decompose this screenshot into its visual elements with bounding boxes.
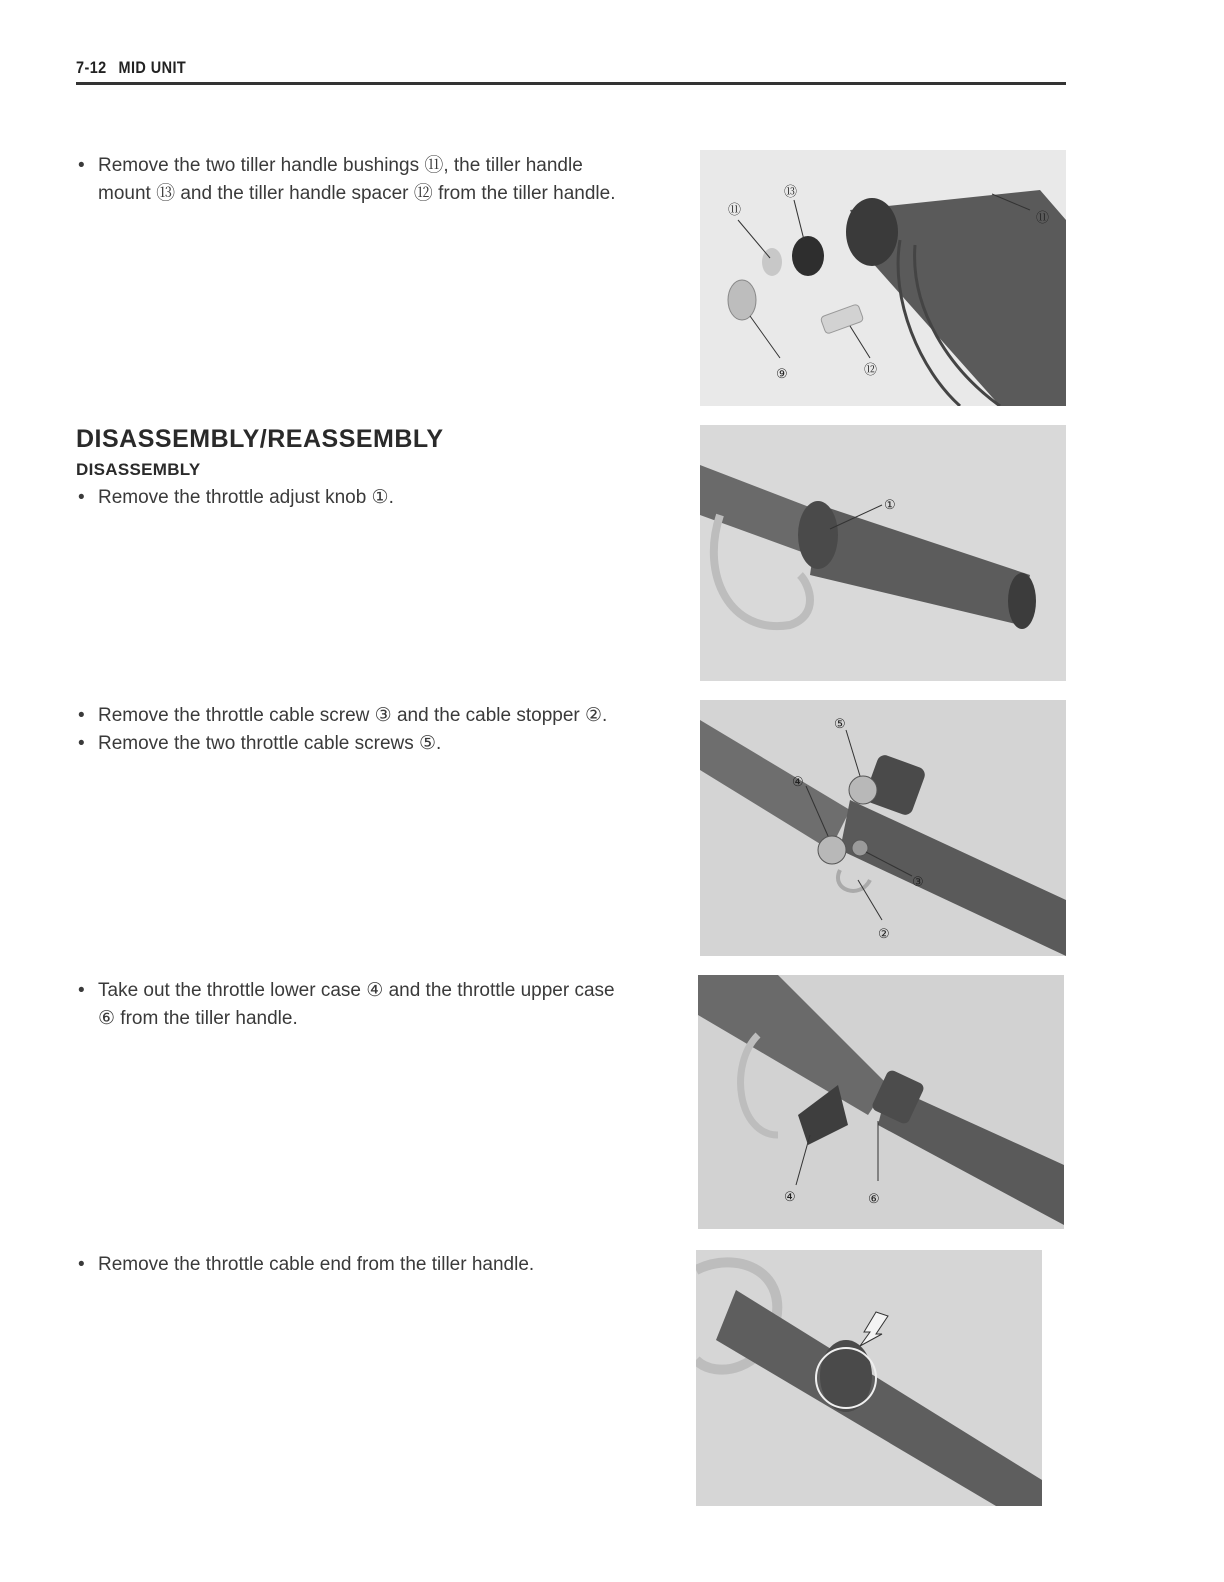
callout-2: ② bbox=[878, 926, 890, 941]
step-text-line1: Remove the two tiller handle bushings ⑪, the tiller handle bbox=[98, 155, 583, 176]
page-header-text bbox=[76, 58, 186, 78]
figure-throttle-cases bbox=[698, 975, 1064, 1229]
step-text: Remove the throttle adjust knob ①. bbox=[98, 487, 394, 508]
screw-5 bbox=[849, 776, 877, 804]
figure-throttle-cable-screws-drawing bbox=[700, 700, 1066, 956]
header-rule bbox=[76, 82, 1066, 85]
tiller-handle-mount bbox=[792, 236, 824, 276]
step-text-line2: ⑥ from the tiller handle. bbox=[98, 1008, 298, 1029]
callout-13: ⑬ bbox=[784, 184, 798, 199]
bullet: • bbox=[78, 487, 85, 508]
screw-4 bbox=[818, 836, 846, 864]
throttle-adjust-knob bbox=[798, 501, 838, 569]
figure-throttle-cases-drawing bbox=[698, 975, 1064, 1229]
callout-3: ③ bbox=[912, 874, 924, 889]
section-heading: DISASSEMBLY/REASSEMBLY bbox=[76, 425, 444, 453]
callout-11-right: ⑪ bbox=[1036, 210, 1050, 225]
bullet: • bbox=[78, 980, 85, 1001]
part-9 bbox=[728, 280, 756, 320]
section-title: MID UNIT bbox=[118, 58, 187, 77]
step-remove-two-screws bbox=[78, 730, 668, 758]
page-header bbox=[76, 56, 1066, 86]
bullet: • bbox=[78, 1254, 85, 1275]
figure-throttle-knob-drawing bbox=[700, 425, 1066, 681]
callout-6: ⑥ bbox=[868, 1191, 880, 1206]
figure-tiller-handle-parts bbox=[700, 150, 1066, 406]
step-text: Remove the two throttle cable screws ⑤. bbox=[98, 733, 442, 754]
bullet: • bbox=[78, 733, 85, 754]
grip-end bbox=[1008, 573, 1036, 629]
screw-3 bbox=[852, 840, 868, 856]
step-text: Remove the throttle cable screw ③ and the cable stopper ②. bbox=[98, 705, 608, 726]
callout-4: ④ bbox=[784, 1189, 796, 1204]
step-text: Remove the throttle cable end from the tiller handle. bbox=[98, 1254, 535, 1275]
step-text-line1: Take out the throttle lower case ④ and the throttle upper case bbox=[98, 980, 615, 1001]
callout-12: ⑫ bbox=[864, 362, 878, 377]
page-number: 7-12 bbox=[76, 58, 107, 77]
figure-tiller-handle-parts-drawing bbox=[700, 150, 1066, 406]
step-take-out-cases bbox=[78, 977, 668, 1033]
step-remove-cable-end bbox=[78, 1251, 668, 1279]
figure-throttle-cable-end bbox=[696, 1250, 1042, 1506]
subsection-heading: DISASSEMBLY bbox=[76, 460, 201, 479]
step-remove-knob bbox=[78, 484, 668, 512]
callout-4: ④ bbox=[792, 774, 804, 789]
figure-throttle-knob bbox=[700, 425, 1066, 681]
step-remove-bushings bbox=[78, 152, 668, 208]
bullet: • bbox=[78, 705, 85, 726]
callout-1: ① bbox=[884, 497, 896, 512]
figure-throttle-cable-screws bbox=[700, 700, 1066, 956]
step-remove-cable-screw bbox=[78, 702, 668, 730]
figure-throttle-cable-end-drawing bbox=[696, 1250, 1042, 1506]
callout-5: ⑤ bbox=[834, 716, 846, 731]
tiller-handle-end bbox=[846, 198, 898, 266]
callout-11-left: ⑪ bbox=[728, 202, 742, 217]
step-text-line2: mount ⑬ and the tiller handle spacer ⑫ from the tiller handle. bbox=[98, 183, 616, 204]
bullet: • bbox=[78, 155, 85, 176]
callout-9: ⑨ bbox=[776, 366, 788, 381]
